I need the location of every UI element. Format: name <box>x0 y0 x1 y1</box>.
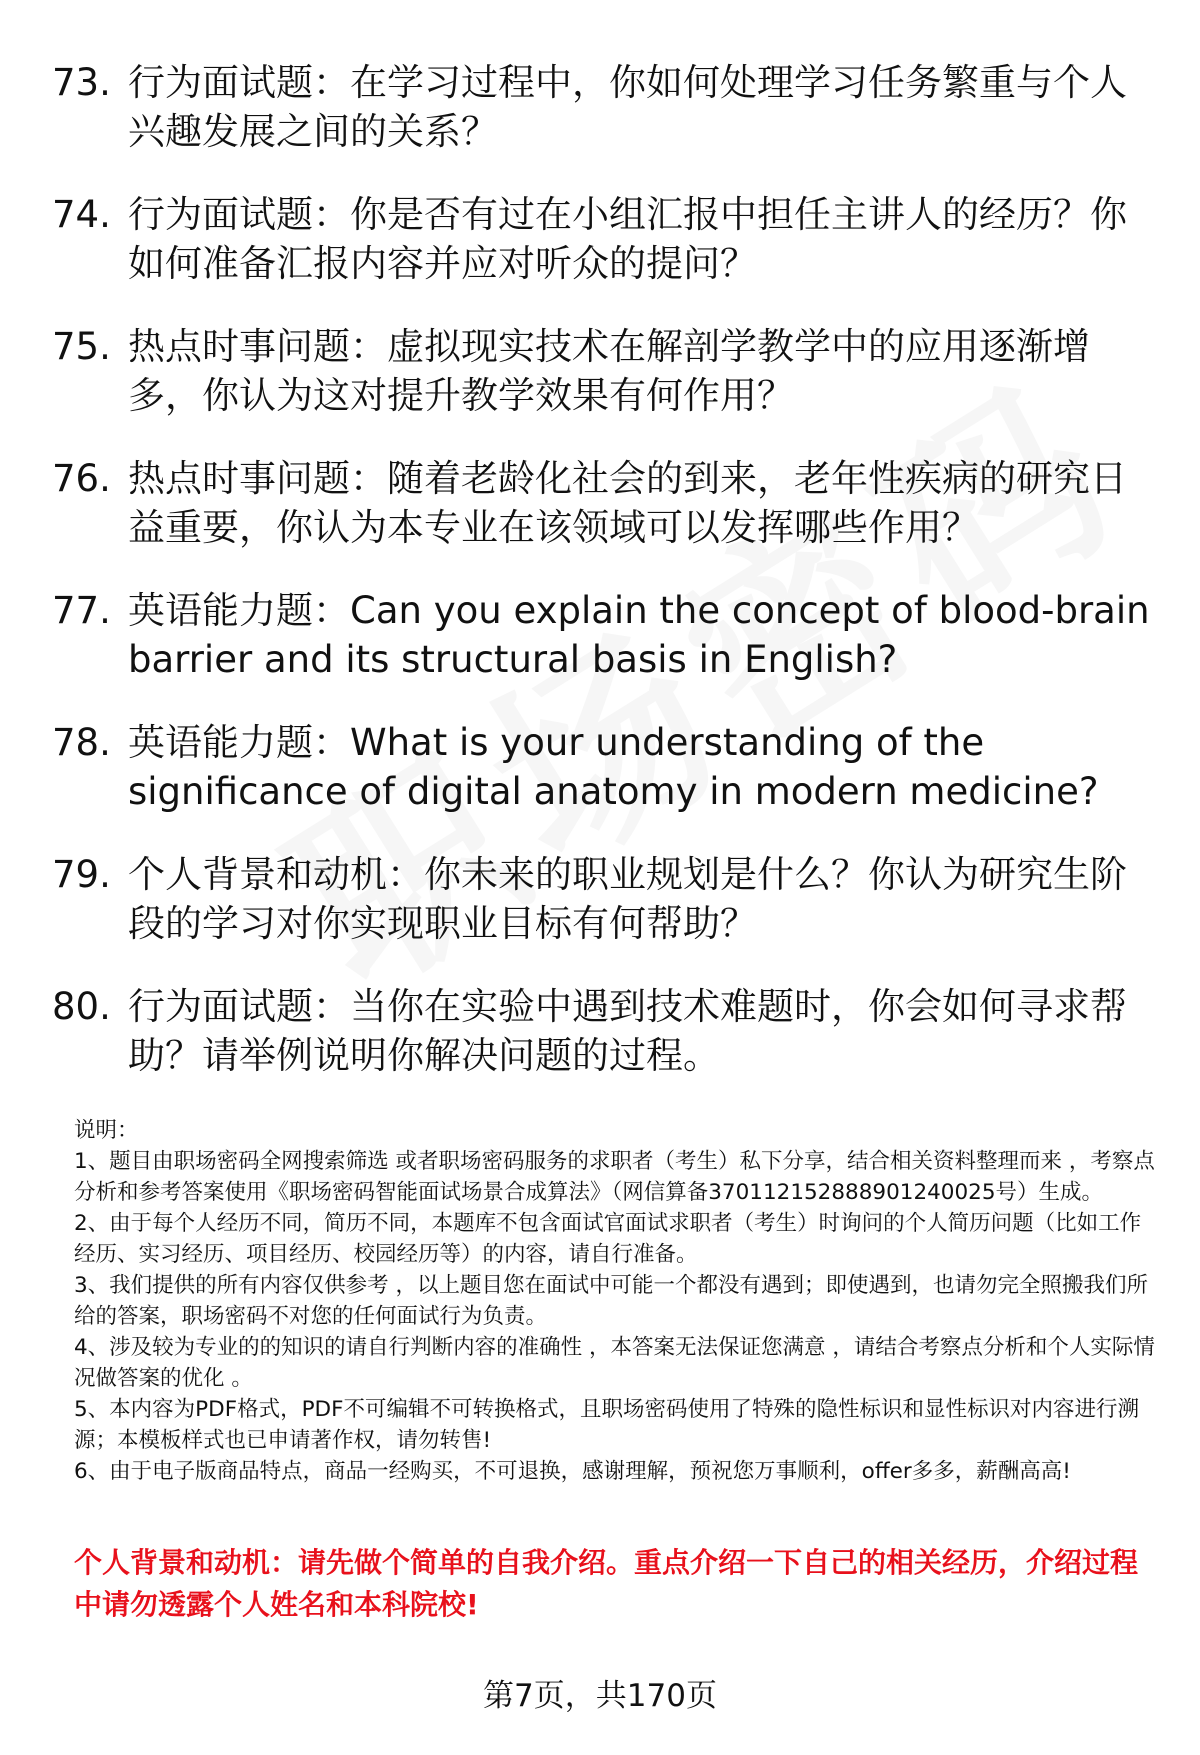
question-text: 热点时事问题：虚拟现实技术在解剖学教学中的应用逐渐增多，你认为这对提升教学效果有何作用？ <box>128 325 1090 417</box>
question-item <box>52 586 1152 684</box>
note-item: 6、由于电子版商品特点，商品一经购买，不可退换，感谢理解，预祝您万事顺利，offer多多，薪酬高高! <box>74 1459 1071 1484</box>
question-text: 行为面试题：在学习过程中，你如何处理学习任务繁重与个人兴趣发展之间的关系？ <box>128 61 1127 153</box>
question-item <box>52 850 1152 948</box>
page-number: 第7页，共170页 <box>483 1678 717 1714</box>
question-item <box>52 58 1152 156</box>
question-number: 78. <box>52 721 111 764</box>
note-item: 5、本内容为PDF格式，PDF不可编辑不可转换格式，且职场密码使用了特殊的隐性标识和显性标识对内容进行溯源；本模板样式也已申请著作权，请勿转售! <box>74 1397 1139 1453</box>
question-number: 74. <box>52 193 111 236</box>
question-text: 英语能力题：Can you explain the concept of blood-brain barrier and its structural basis in English? <box>128 589 1150 681</box>
question-item <box>52 454 1152 552</box>
question-text: 个人背景和动机：你未来的职业规划是什么？你认为研究生阶段的学习对你实现职业目标有何帮助？ <box>128 853 1127 945</box>
note-item: 4、涉及较为专业的的知识的请自行判断内容的准确性 ，本答案无法保证您满意 ，请结合考察点分析和个人实际情况做答案的优化 。 <box>74 1335 1155 1391</box>
question-item <box>52 322 1152 420</box>
notes-section <box>74 1115 1159 1487</box>
note-item: 2、由于每个人经历不同，简历不同，本题库不包含面试官面试求职者（考生）时询问的个人简历问题（比如工作经历、实习经历、项目经历、校园经历等）的内容，请自行准备。 <box>74 1211 1142 1267</box>
question-number: 80. <box>52 985 111 1028</box>
question-text: 行为面试题：你是否有过在小组汇报中担任主讲人的经历？你如何准备汇报内容并应对听众的提问？ <box>128 193 1127 285</box>
question-list <box>52 58 1152 1114</box>
question-number: 77. <box>52 589 111 632</box>
question-text: 热点时事问题：随着老龄化社会的到来，老年性疾病的研究日益重要，你认为本专业在该领域可以发挥哪些作用？ <box>128 457 1127 549</box>
note-item: 1、题目由职场密码全网搜索筛选 或者职场密码服务的求职者（考生）私下分享，结合相关资料整理而来 ，考察点分析和参考答案使用《职场密码智能面试场景合成算法》（网信算备370112152888901240025号）生成。 <box>74 1149 1155 1205</box>
question-item <box>52 982 1152 1080</box>
question-number: 75. <box>52 325 111 368</box>
highlight-question: 个人背景和动机：请先做个简单的自我介绍。重点介绍一下自己的相关经历，介绍过程中请勿透露个人姓名和本科院校! <box>74 1546 1139 1621</box>
notes-heading: 说明： <box>74 1118 139 1143</box>
question-number: 73. <box>52 61 111 104</box>
question-text: 英语能力题：What is your understanding of the significance of digital anatomy in modern medicine? <box>128 721 1099 813</box>
question-number: 79. <box>52 853 111 896</box>
question-text: 行为面试题：当你在实验中遇到技术难题时，你会如何寻求帮助？请举例说明你解决问题的过程。 <box>128 985 1127 1077</box>
question-item <box>52 718 1152 816</box>
note-item: 3、我们提供的所有内容仅供参考 ，以上题目您在面试中可能一个都没有遇到；即使遇到，也请勿完全照搬我们所给的答案，职场密码不对您的任何面试行为负责。 <box>74 1273 1149 1329</box>
question-number: 76. <box>52 457 111 500</box>
question-item <box>52 190 1152 288</box>
